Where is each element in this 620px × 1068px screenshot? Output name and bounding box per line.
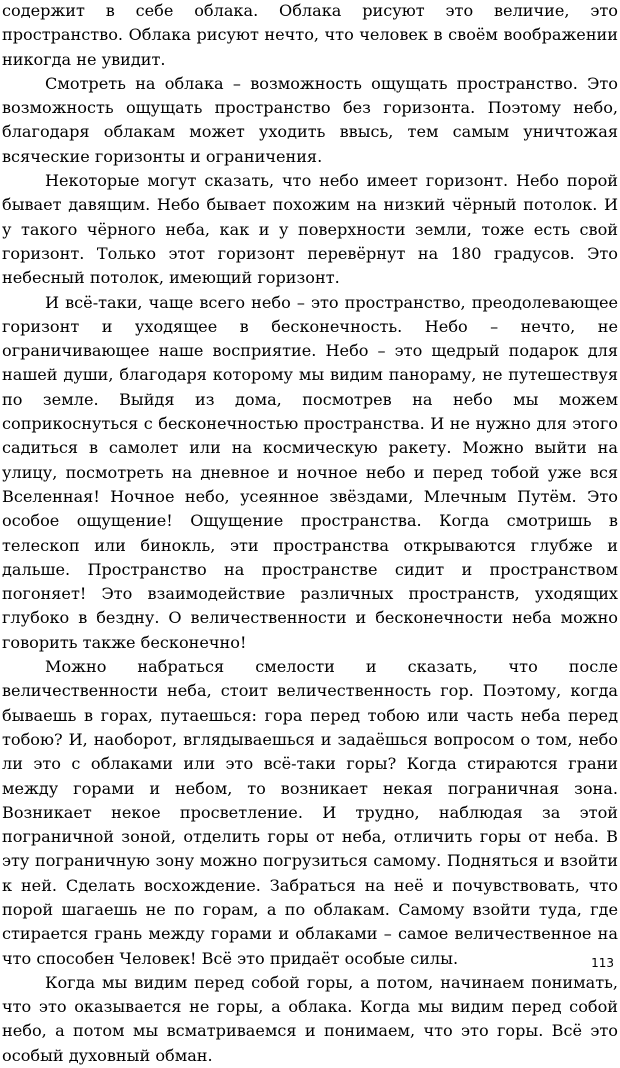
paragraph: содержит в себе облака. Облака рисуют это величие, это пространство. Облака рисуют нечто, что человек в своём воображении никогда не увидит. (2, 1, 618, 69)
paragraph: Смотреть на облака – возможность ощущать пространство. Это возможность ощущать пространство без горизонта. Поэтому небо, благодаря облакам может уходить ввысь, тем самым уничтожая всяческие горизонты и ограничения. (2, 73, 618, 166)
paragraph: Некоторые могут сказать, что небо имеет горизонт. Небо порой бывает давящим. Небо бывает похожим на низкий чёрный потолок. И у такого чёрного неба, как и у поверхности земли, тоже есть свой горизонт. Только этот горизонт перевёрнут на 180 градусов. Это небесный потолок, имеющий горизонт. (2, 171, 618, 288)
paragraph: Когда мы видим перед собой горы, а потом, начинаем понимать, что это оказывается не горы, а облака. Когда мы видим перед собой небо, а потом мы всматриваемся и понимаем, что это горы. Всё это особый духовный обман. (2, 972, 618, 1065)
page-number: 113 (591, 956, 614, 970)
paragraph: Можно набраться смелости и сказать, что после величественности неба, стоит величественность гор. Поэтому, когда бываешь в горах, путаешься: гора перед тобою или часть неба перед тобою? И, наоборот, вглядываешься и задаёшься вопросом о том, небо ли это с облаками или это всё-таки горы? Когда стираются грани между горами и небом, то возникает некая пограничная зона. Возникает некое просветление. И трудно, наблюдая за этой пограничной зоной, отделить горы от неба, отличить горы от неба. В эту пограничную зону можно погрузиться самому. Подняться и взойти к ней. Сделать восхождение. Забраться на неё и почувствовать, что порой шагаешь не по горам, а по облакам. Самому взойти туда, где стирается грань между горами и облаками – самое величественное на что способен Человек! Всё это придаёт особые силы. (2, 657, 618, 968)
paragraph: И всё-таки, чаще всего небо – это пространство, преодолевающее горизонт и уходящее в бесконечность. Небо – нечто, не ограничивающее наше восприятие. Небо – это щедрый подарок для нашей души, благодаря которому мы видим панораму, не путешествуя по земле. Выйдя из дома, посмотрев на небо мы можем соприкоснуться с бесконечностью пространства. И не нужно для этого садиться в самолет или на космическую ракету. Можно выйти на улицу, посмотреть на дневное и ночное небо и перед тобой уже вся Вселенная! Ночное небо, усеянное звёздами, Млечным Путём. Это особое ощущение! Ощущение пространства. Когда смотришь в телескоп или бинокль, эти пространства открываются глубже и дальше. Пространство на пространстве сидит и пространством погоняет! Это взаимодействие различных пространств, уходящих глубоко в бездну. О величественности и бесконечности неба можно говорить также бесконечно! (2, 292, 618, 652)
body-text (2, 0, 618, 1068)
